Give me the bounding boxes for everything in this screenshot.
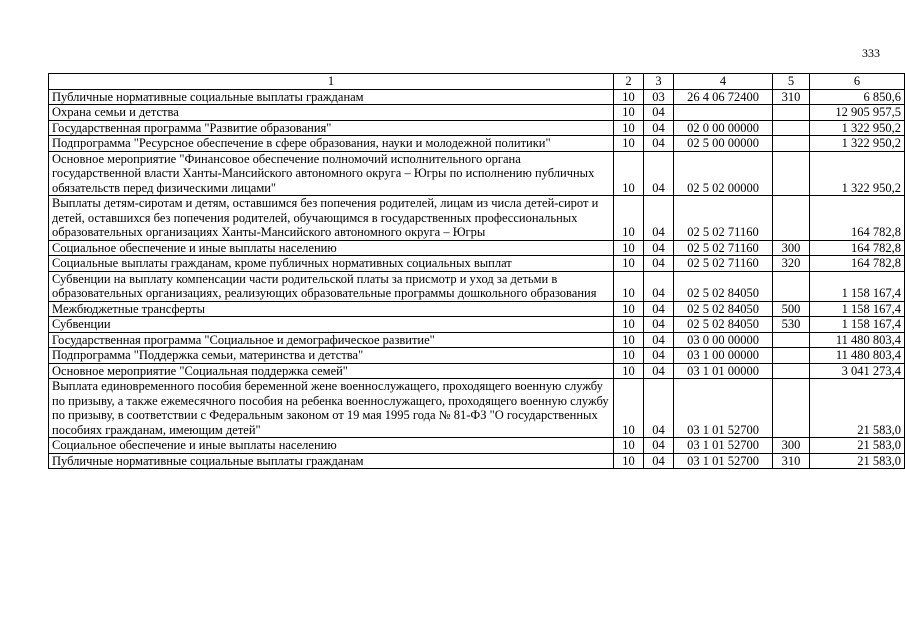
target-article-cell: 02 5 02 71160: [674, 196, 773, 241]
expense-type-cell: 300: [773, 438, 810, 454]
amount-cell: 21 583,0: [810, 453, 905, 469]
section-code-cell: 10: [614, 240, 644, 256]
target-article-cell: 02 5 02 84050: [674, 301, 773, 317]
section-code-cell: 10: [614, 317, 644, 333]
section-code-cell: 10: [614, 453, 644, 469]
subsection-code-cell: 04: [644, 105, 674, 121]
expense-type-cell: [773, 136, 810, 152]
expense-type-cell: 310: [773, 89, 810, 105]
target-article-cell: 02 5 02 00000: [674, 151, 773, 196]
table-row: [49, 105, 905, 121]
expense-type-cell: [773, 379, 810, 438]
row-name-cell: Выплаты детям-сиротам и детям, оставшимся без попечения родителей, лицам из числа детей-сирот и детей, оставшихся без попечения родителей, обучающимся в государственных профессиональных образовательных организациях Ханты-Мансийского автономного округа – Югры: [49, 196, 614, 241]
expense-type-cell: [773, 105, 810, 121]
amount-cell: 21 583,0: [810, 379, 905, 438]
subsection-code-cell: 04: [644, 120, 674, 136]
target-article-cell: 02 5 02 84050: [674, 317, 773, 333]
subsection-code-cell: 04: [644, 196, 674, 241]
target-article-cell: 02 5 02 71160: [674, 240, 773, 256]
subsection-code-cell: 04: [644, 240, 674, 256]
subsection-code-cell: 04: [644, 136, 674, 152]
row-name-cell: Государственная программа "Социальное и демографическое развитие": [49, 332, 614, 348]
budget-table: [48, 73, 905, 469]
section-code-cell: 10: [614, 301, 644, 317]
table-row: [49, 120, 905, 136]
row-name-cell: Подпрограмма "Поддержка семьи, материнства и детства": [49, 348, 614, 364]
row-name-cell: Субвенции на выплату компенсации части родительской платы за присмотр и уход за детьми в образовательных организациях, реализующих образовательные программы дошкольного образования: [49, 271, 614, 301]
column-header: 4: [674, 74, 773, 90]
section-code-cell: 10: [614, 136, 644, 152]
expense-type-cell: 300: [773, 240, 810, 256]
row-name-cell: Межбюджетные трансферты: [49, 301, 614, 317]
subsection-code-cell: 04: [644, 379, 674, 438]
subsection-code-cell: 04: [644, 151, 674, 196]
row-name-cell: Социальное обеспечение и иные выплаты населению: [49, 438, 614, 454]
expense-type-cell: 500: [773, 301, 810, 317]
expense-type-cell: [773, 271, 810, 301]
target-article-cell: 02 5 02 71160: [674, 256, 773, 272]
section-code-cell: 10: [614, 196, 644, 241]
subsection-code-cell: 04: [644, 271, 674, 301]
amount-cell: 1 322 950,2: [810, 136, 905, 152]
table-row: [49, 136, 905, 152]
target-article-cell: 03 1 01 00000: [674, 363, 773, 379]
expense-type-cell: [773, 332, 810, 348]
expense-type-cell: 320: [773, 256, 810, 272]
amount-cell: 1 322 950,2: [810, 151, 905, 196]
table-row: [49, 196, 905, 241]
row-name-cell: Выплата единовременного пособия беременной жене военнослужащего, проходящего военную службу по призыву, а также ежемесячного пособия на ребенка военнослужащего, проходящего военную службу по призыву, в соответствии с Федеральным законом от 19 мая 1995 года № 81-ФЗ "О государственных пособиях гражданам, имеющим детей": [49, 379, 614, 438]
target-article-cell: 03 0 00 00000: [674, 332, 773, 348]
section-code-cell: 10: [614, 151, 644, 196]
section-code-cell: 10: [614, 256, 644, 272]
section-code-cell: 10: [614, 348, 644, 364]
row-name-cell: Основное мероприятие "Социальная поддержка семей": [49, 363, 614, 379]
row-name-cell: Государственная программа "Развитие образования": [49, 120, 614, 136]
table-row: [49, 89, 905, 105]
target-article-cell: [674, 105, 773, 121]
row-name-cell: Подпрограмма "Ресурсное обеспечение в сфере образования, науки и молодежной политики": [49, 136, 614, 152]
row-name-cell: Публичные нормативные социальные выплаты гражданам: [49, 453, 614, 469]
expense-type-cell: [773, 363, 810, 379]
target-article-cell: 26 4 06 72400: [674, 89, 773, 105]
expense-type-cell: [773, 348, 810, 364]
amount-cell: 1 158 167,4: [810, 317, 905, 333]
column-header: 6: [810, 74, 905, 90]
column-header: 3: [644, 74, 674, 90]
target-article-cell: 03 1 01 52700: [674, 453, 773, 469]
expense-type-cell: [773, 151, 810, 196]
row-name-cell: Публичные нормативные социальные выплаты гражданам: [49, 89, 614, 105]
table-row: [49, 271, 905, 301]
table-row: [49, 240, 905, 256]
table-row: [49, 348, 905, 364]
amount-cell: 3 041 273,4: [810, 363, 905, 379]
amount-cell: 11 480 803,4: [810, 332, 905, 348]
section-code-cell: 10: [614, 438, 644, 454]
section-code-cell: 10: [614, 120, 644, 136]
table-row: [49, 256, 905, 272]
amount-cell: 164 782,8: [810, 196, 905, 241]
subsection-code-cell: 04: [644, 453, 674, 469]
target-article-cell: 03 1 01 52700: [674, 379, 773, 438]
table-row: [49, 363, 905, 379]
expense-type-cell: [773, 196, 810, 241]
expense-type-cell: 530: [773, 317, 810, 333]
target-article-cell: 03 1 00 00000: [674, 348, 773, 364]
section-code-cell: 10: [614, 271, 644, 301]
subsection-code-cell: 04: [644, 256, 674, 272]
table-row: [49, 379, 905, 438]
table-header-row: [49, 74, 905, 90]
subsection-code-cell: 04: [644, 301, 674, 317]
table-row: [49, 301, 905, 317]
row-name-cell: Субвенции: [49, 317, 614, 333]
section-code-cell: 10: [614, 105, 644, 121]
table-row: [49, 453, 905, 469]
subsection-code-cell: 03: [644, 89, 674, 105]
section-code-cell: 10: [614, 332, 644, 348]
subsection-code-cell: 04: [644, 438, 674, 454]
table-row: [49, 317, 905, 333]
subsection-code-cell: 04: [644, 363, 674, 379]
subsection-code-cell: 04: [644, 332, 674, 348]
amount-cell: 164 782,8: [810, 256, 905, 272]
amount-cell: 11 480 803,4: [810, 348, 905, 364]
column-header: 1: [49, 74, 614, 90]
table-row: [49, 151, 905, 196]
column-header: 2: [614, 74, 644, 90]
subsection-code-cell: 04: [644, 348, 674, 364]
amount-cell: 12 905 957,5: [810, 105, 905, 121]
row-name-cell: Социальное обеспечение и иные выплаты населению: [49, 240, 614, 256]
page-number: 333: [862, 46, 880, 60]
amount-cell: 1 158 167,4: [810, 301, 905, 317]
row-name-cell: Основное мероприятие "Финансовое обеспечение полномочий исполнительного органа государственной власти Ханты-Мансийского автономного округа – Югры по исполнению публичных обязательств перед физическими лицами": [49, 151, 614, 196]
table-row: [49, 332, 905, 348]
amount-cell: 1 158 167,4: [810, 271, 905, 301]
section-code-cell: 10: [614, 89, 644, 105]
section-code-cell: 10: [614, 363, 644, 379]
amount-cell: 164 782,8: [810, 240, 905, 256]
amount-cell: 21 583,0: [810, 438, 905, 454]
table-row: [49, 438, 905, 454]
subsection-code-cell: 04: [644, 317, 674, 333]
row-name-cell: Социальные выплаты гражданам, кроме публичных нормативных социальных выплат: [49, 256, 614, 272]
row-name-cell: Охрана семьи и детства: [49, 105, 614, 121]
amount-cell: 1 322 950,2: [810, 120, 905, 136]
column-header: 5: [773, 74, 810, 90]
expense-type-cell: [773, 120, 810, 136]
target-article-cell: 02 5 00 00000: [674, 136, 773, 152]
amount-cell: 6 850,6: [810, 89, 905, 105]
target-article-cell: 03 1 01 52700: [674, 438, 773, 454]
target-article-cell: 02 0 00 00000: [674, 120, 773, 136]
expense-type-cell: 310: [773, 453, 810, 469]
target-article-cell: 02 5 02 84050: [674, 271, 773, 301]
section-code-cell: 10: [614, 379, 644, 438]
